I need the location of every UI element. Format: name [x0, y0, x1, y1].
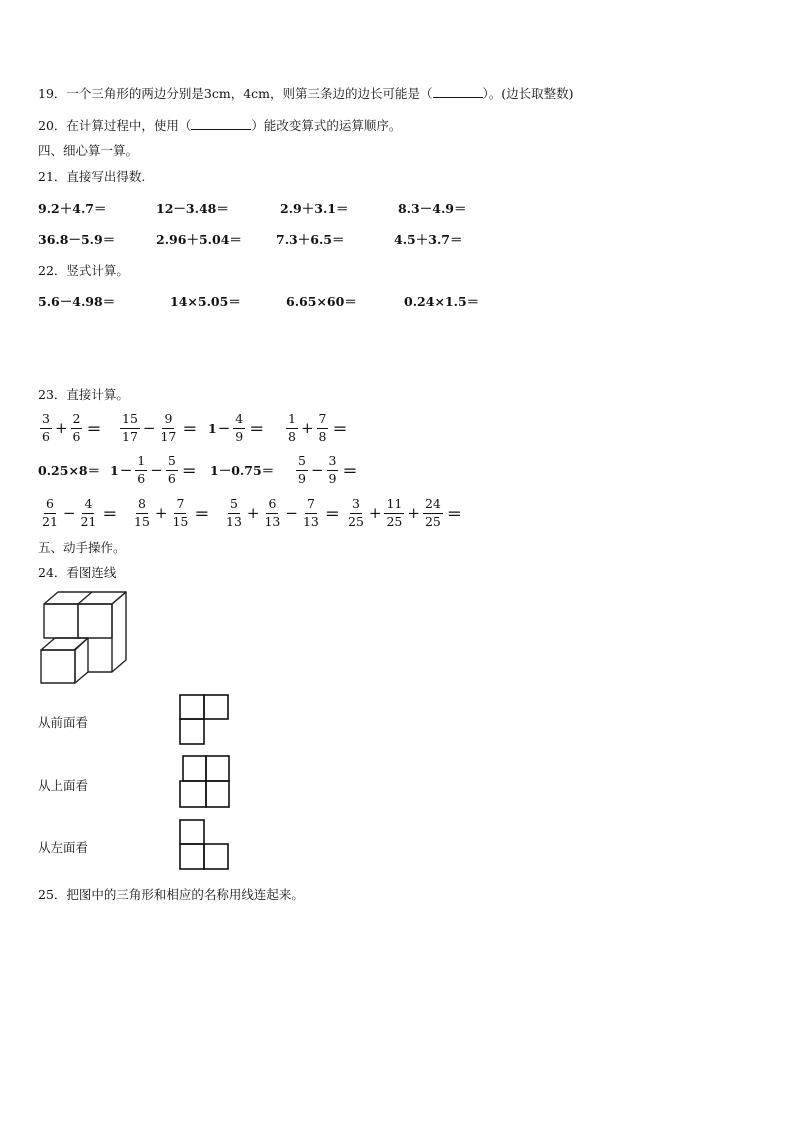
view-option-b[interactable] [179, 755, 231, 809]
fraction-expr: 1 − $\frac{1}{6}$ − $\frac{5}{6}$ ＝ [110, 453, 197, 486]
fraction: $\frac{3}{25}$ [348, 496, 364, 529]
question-25-title: 25．把图中的三角形和相应的名称用线连起来。 [38, 887, 304, 902]
fraction-row-3 [38, 493, 462, 533]
vertical-calc-item: 6.65×60＝ [286, 294, 357, 309]
fraction: $\frac{9}{17}$ [160, 411, 177, 444]
fraction: $\frac{3}{6}$ [42, 411, 50, 444]
question-22-title: 22．竖式计算。 [38, 263, 129, 278]
question-23-title: 23．直接计算。 [38, 387, 129, 402]
answer-blank-20[interactable] [191, 117, 251, 130]
fraction-expr: $\frac{5}{13}$ + $\frac{6}{13}$ − $\frac{7}{13}$ ＝ [226, 496, 340, 529]
calc-item: 8.3－4.9＝ [398, 201, 467, 216]
fraction-expr: $\frac{3}{25}$ + $\frac{11}{25}$ + $\frac{24}{25}$ ＝ [348, 496, 462, 529]
view-label-left: 从左面看 [38, 840, 89, 855]
question-24-title: 24．看图连线 [38, 565, 117, 580]
fraction: $\frac{4}{9}$ [235, 411, 244, 444]
fraction: $\frac{11}{25}$ [386, 496, 403, 529]
question-19: 19．一个三角形的两边分别是3cm，4cm，则第三条边的边长可能是（ ）。(边长取整数) [38, 86, 574, 101]
view-option-c[interactable] [179, 819, 229, 871]
fraction-expr: 0.25×8＝ [38, 463, 101, 478]
fraction: $\frac{6}{21}$ [42, 496, 58, 529]
calc-item: 2.9＋3.1＝ [280, 201, 349, 216]
view-label-top: 从上面看 [38, 778, 89, 793]
fraction: $\frac{1}{8}$ [288, 411, 296, 444]
fraction: $\frac{8}{15}$ [134, 496, 150, 529]
view-label-front: 从前面看 [38, 715, 89, 730]
vertical-calc-item: 0.24×1.5＝ [404, 294, 480, 309]
answer-blank-19[interactable] [433, 85, 483, 98]
fraction: $\frac{1}{6}$ [137, 453, 146, 486]
calc-item: 7.3＋6.5＝ [276, 232, 345, 247]
fraction-expr: $\frac{8}{15}$ + $\frac{7}{15}$ ＝ [134, 496, 210, 529]
fraction: $\frac{7}{13}$ [302, 496, 319, 529]
cube-stack-figure [38, 588, 132, 686]
vertical-calc-item: 14×5.05＝ [170, 294, 241, 309]
fraction-expr: $\frac{1}{8}$ + $\frac{7}{8}$ ＝ [288, 411, 348, 444]
fraction-expr: 1－0.75＝ [210, 463, 275, 478]
fraction-expr: 1 − $\frac{4}{9}$ ＝ [208, 411, 265, 444]
section-4-heading: 四、细心算一算。 [38, 143, 139, 158]
calc-item: 9.2＋4.7＝ [38, 201, 107, 216]
fraction: $\frac{15}{17}$ [122, 411, 138, 444]
fraction: $\frac{7}{15}$ [172, 496, 189, 529]
calc-item: 2.96＋5.04＝ [156, 232, 242, 247]
fraction: $\frac{3}{9}$ [328, 453, 337, 486]
section-5-heading: 五、动手操作。 [38, 540, 126, 555]
fraction-expr: $\frac{15}{17}$ − $\frac{9}{17}$ ＝ [122, 411, 198, 444]
fraction: $\frac{4}{21}$ [80, 496, 97, 529]
fraction: $\frac{2}{6}$ [72, 411, 81, 444]
question-20: 20．在计算过程中，使用（ ）能改变算式的运算顺序。 [38, 118, 402, 133]
fraction: $\frac{5}{13}$ [226, 496, 242, 529]
fraction-expr: $\frac{5}{9}$ − $\frac{3}{9}$ ＝ [298, 453, 358, 486]
fraction: $\frac{24}{25}$ [424, 496, 441, 529]
fraction: $\frac{5}{6}$ [167, 453, 176, 486]
question-21-title: 21．直接写出得数. [38, 169, 146, 184]
calc-item: 4.5＋3.7＝ [394, 232, 463, 247]
fraction-expr: $\frac{3}{6}$ + $\frac{2}{6}$ ＝ [42, 411, 102, 444]
view-option-a[interactable] [179, 694, 229, 746]
fraction: $\frac{7}{8}$ [318, 411, 327, 444]
fraction-expr: $\frac{6}{21}$ − $\frac{4}{21}$ ＝ [42, 496, 118, 529]
fraction: $\frac{5}{9}$ [298, 453, 306, 486]
fraction: $\frac{6}{13}$ [264, 496, 281, 529]
calc-item: 36.8－5.9＝ [38, 232, 116, 247]
calc-item: 12－3.48＝ [156, 201, 229, 216]
fraction-row-2 [38, 450, 358, 490]
vertical-calc-item: 5.6－4.98＝ [38, 294, 116, 309]
fraction-row-1 [38, 408, 348, 448]
